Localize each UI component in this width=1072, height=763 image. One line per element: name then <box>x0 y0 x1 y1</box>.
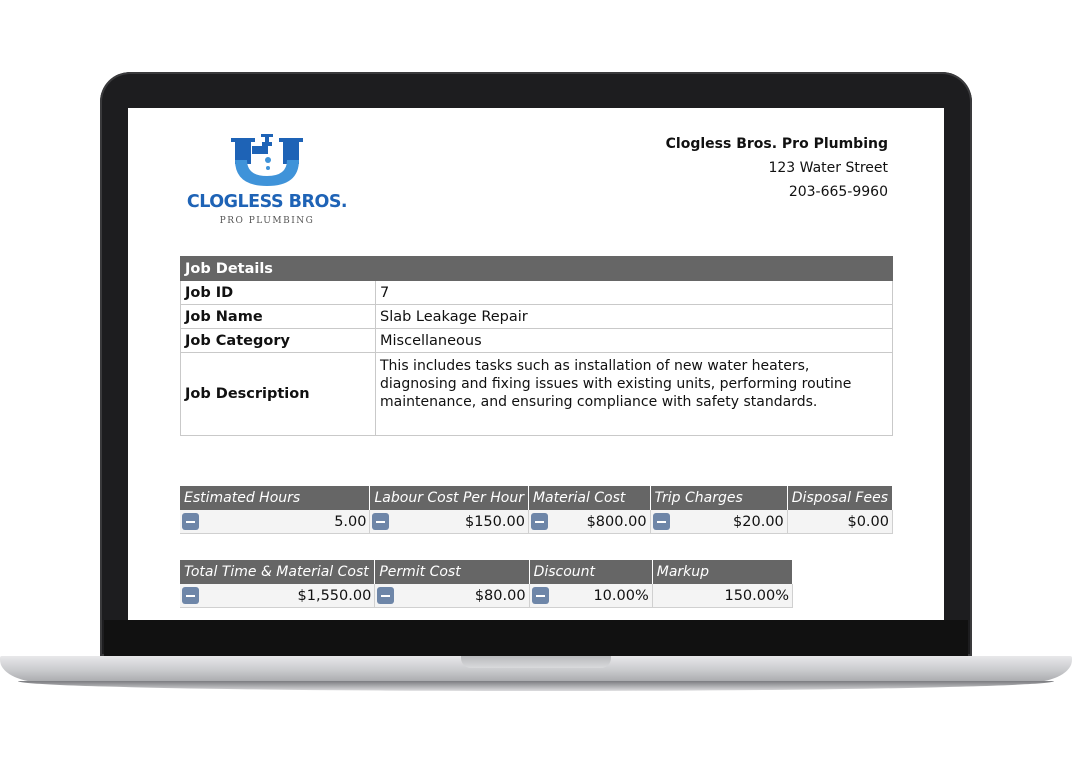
laptop-base-shadow <box>18 681 1054 691</box>
company-name: Clogless Bros. Pro Plumbing <box>665 136 888 152</box>
trip-charges-value[interactable]: $20.00 <box>733 513 784 530</box>
table-row <box>180 584 793 608</box>
discount-value[interactable]: 10.00% <box>593 587 649 604</box>
markup-value[interactable]: 150.00% <box>724 587 789 604</box>
company-logo <box>182 132 352 232</box>
job-category-label: Job Category <box>181 329 376 353</box>
company-phone: 203-665-9960 <box>788 184 888 200</box>
table-row <box>181 281 893 305</box>
permit-cost-value[interactable]: $80.00 <box>474 587 526 604</box>
table-row <box>181 329 893 353</box>
job-description-value: This includes tasks such as installation of new water heaters, diagnosing and fixing issues with existing units, performing routine maintenance, and ensuring compliance with safety standards. <box>376 353 893 436</box>
trip-charges-header: Trip Charges <box>650 486 787 510</box>
decrement-hours-button[interactable] <box>182 513 199 530</box>
estimated-hours-header: Estimated Hours <box>180 486 370 510</box>
decrement-labour-button[interactable] <box>372 513 389 530</box>
decrement-permit-button[interactable] <box>377 587 394 604</box>
logo-sub-text: PRO PLUMBING <box>219 216 315 226</box>
job-id-label: Job ID <box>181 281 376 305</box>
faucet-logo-icon <box>230 132 304 190</box>
screen-bezel <box>104 620 968 656</box>
labour-cost-header: Labour Cost Per Hour <box>370 486 528 510</box>
total-cost-value[interactable]: $1,550.00 <box>297 587 372 604</box>
decrement-material-button[interactable] <box>531 513 548 530</box>
table-row <box>181 305 893 329</box>
job-name-value: Slab Leakage Repair <box>376 305 893 329</box>
screen <box>128 108 944 620</box>
decrement-trip-button[interactable] <box>653 513 670 530</box>
markup-header: Markup <box>652 560 792 584</box>
company-address: 123 Water Street <box>768 160 888 176</box>
permit-cost-header: Permit Cost <box>375 560 529 584</box>
table-row <box>180 510 893 534</box>
job-details-header: Job Details <box>181 257 893 281</box>
material-cost-value[interactable]: $800.00 <box>586 513 647 530</box>
logo-main-text: CLOGLESS BROS. <box>186 192 348 212</box>
decrement-discount-button[interactable] <box>532 587 549 604</box>
estimated-hours-value[interactable]: 5.00 <box>334 513 367 530</box>
laptop-notch <box>461 656 611 668</box>
discount-header: Discount <box>529 560 652 584</box>
job-name-label: Job Name <box>181 305 376 329</box>
totals-grid <box>180 560 793 608</box>
material-cost-header: Material Cost <box>528 486 650 510</box>
disposal-fees-header: Disposal Fees <box>787 486 892 510</box>
job-id-value: 7 <box>376 281 893 305</box>
total-cost-header: Total Time & Material Cost <box>180 560 375 584</box>
cost-grid <box>180 486 893 534</box>
job-details-table <box>180 256 893 436</box>
job-description-label: Job Description <box>181 353 376 436</box>
table-row <box>181 353 893 436</box>
decrement-total-button[interactable] <box>182 587 199 604</box>
company-info <box>666 132 888 204</box>
disposal-fees-value[interactable]: $0.00 <box>847 513 889 530</box>
job-category-value: Miscellaneous <box>376 329 893 353</box>
labour-cost-value[interactable]: $150.00 <box>464 513 525 530</box>
